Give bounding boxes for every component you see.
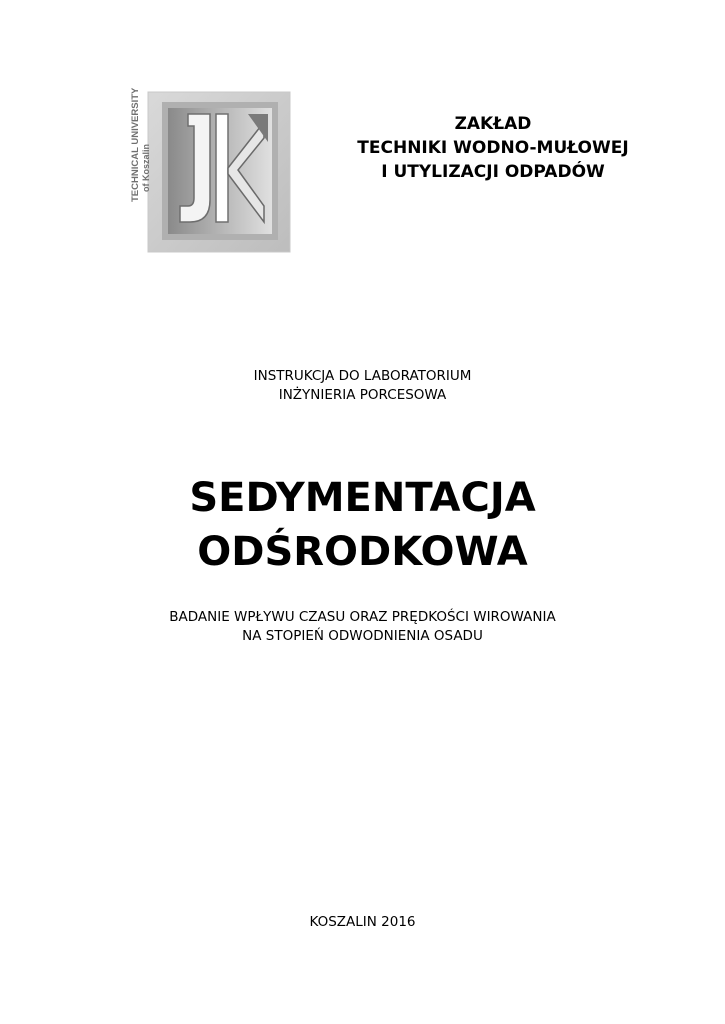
footer-place-year: KOSZALIN 2016: [309, 914, 416, 930]
logo-text-line1: TECHNICAL UNIVERSITY: [130, 87, 141, 202]
document-subtitle: [0, 608, 725, 646]
university-logo-icon: [118, 82, 302, 264]
department-line2: TECHNIKI WODNO-MUŁOWEJ: [357, 138, 629, 158]
document-title: [0, 471, 725, 579]
subtitle-line1: BADANIE WPŁYWU CZASU ORAZ PRĘDKOŚCI WIROWANIA: [169, 609, 556, 625]
title-line1: SEDYMENTACJA: [189, 475, 536, 521]
instruction-line2: INŻYNIERIA PORCESOWA: [278, 387, 447, 403]
title-line2: ODŚRODKOWA: [197, 529, 528, 575]
logo-text-line2: of Koszalin: [141, 143, 151, 192]
instruction-line1: INSTRUKCJA DO LABORATORIUM: [253, 368, 472, 384]
department-line1: ZAKŁAD: [454, 114, 532, 134]
university-logo: [118, 82, 302, 264]
department-line3: I UTYLIZACJI ODPADÓW: [381, 162, 605, 182]
subtitle-line2: NA STOPIEŃ ODWODNIENIA OSADU: [242, 628, 483, 644]
instruction-block: [0, 367, 725, 405]
department-heading: [318, 112, 668, 184]
